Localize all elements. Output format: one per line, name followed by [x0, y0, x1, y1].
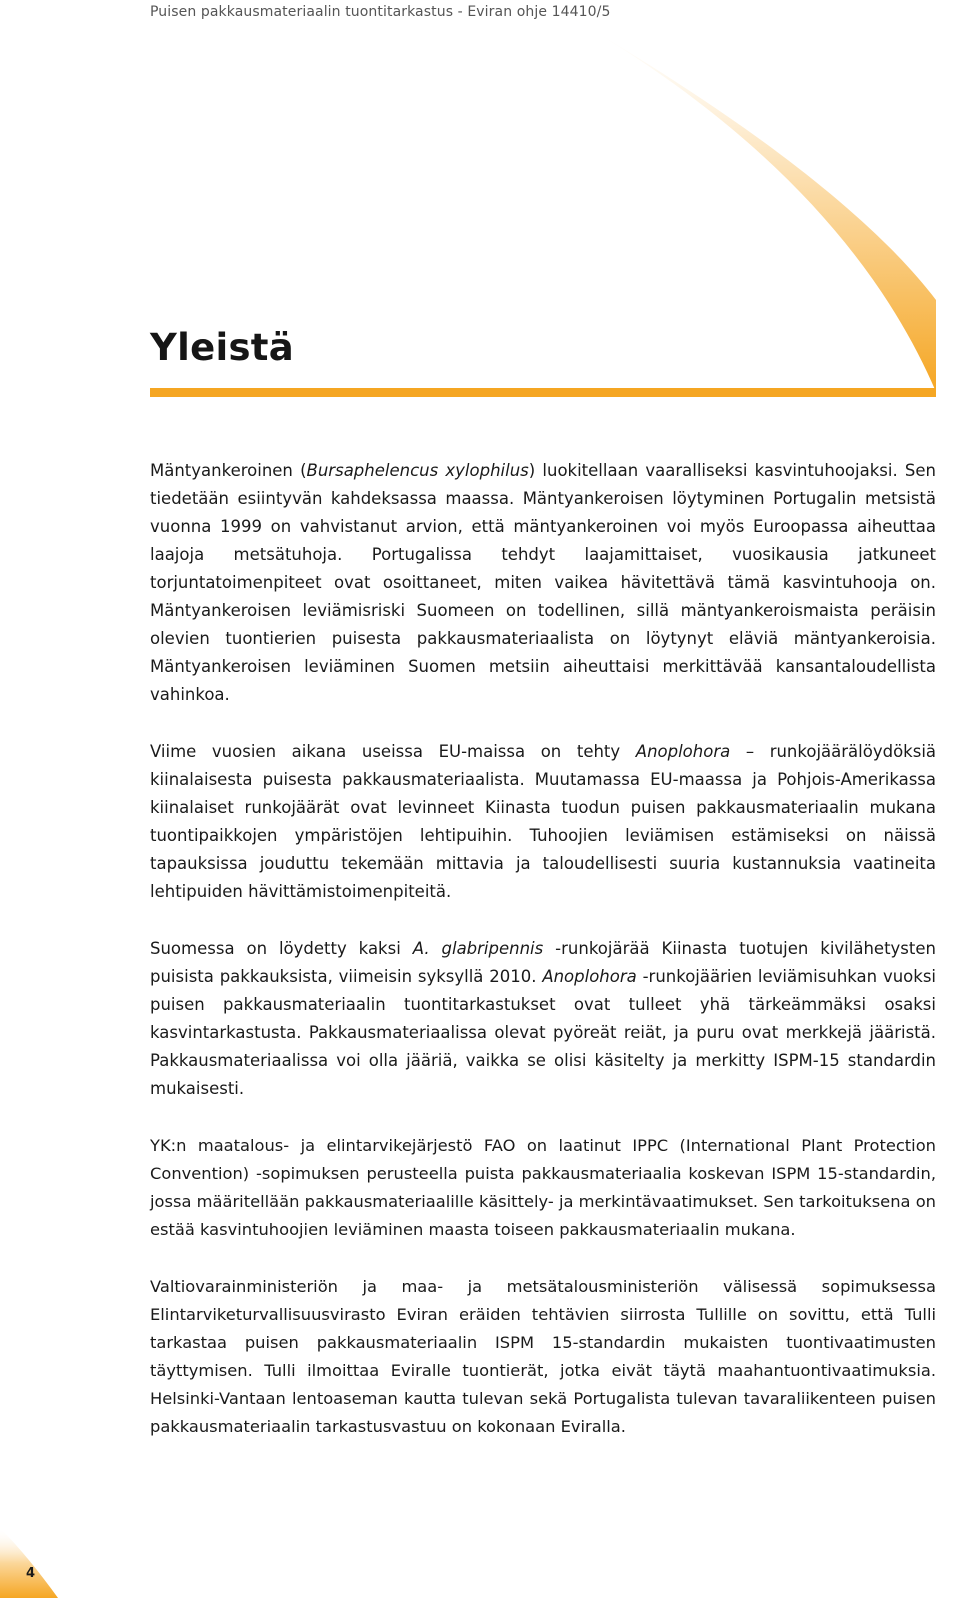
text-run: – runkojäärälöydöksiä kiinalaisesta puisesta pakkausmateriaalista. Muutamassa EU-maassa ja Pohjois-Amerikassa kiinalaiset runkojäärät ovat levinneet Kiinasta tuodun puisen pakkausmateriaalin mukana tuontipaikkojen ympäristöjen lehtipuihin. Tuhoojien leviämisen estämiseksi on näissä tapauksissa jouduttu tekemään mittavia ja taloudellisesti suuria kustannuksia vaatineita lehtipuiden hävittämistoimenpiteitä. [150, 742, 937, 901]
species-name: Bursaphelencus xylophilus [306, 461, 529, 480]
paragraph-3 [150, 935, 936, 1103]
page-corner-swoosh [0, 1528, 58, 1598]
paragraph-1 [150, 457, 936, 709]
page-title: Yleistä [150, 326, 295, 369]
page-number: 4 [26, 1566, 36, 1581]
text-run: Mäntyankeroinen ( [150, 461, 307, 480]
paragraph-5 [150, 1273, 936, 1441]
genus-name: Anoplohora [635, 742, 731, 761]
decorative-swoosh [0, 0, 960, 400]
running-header: Puisen pakkausmateriaalin tuontitarkastus - Eviran ohje 14410/5 [150, 4, 611, 20]
paragraph-2 [150, 738, 936, 906]
text-run: -runkojäärien leviämisuhkan vuoksi puisen pakkausmateriaalin tuontitarkastukset ovat tulleet yhä tärkeämmäksi osaksi kasvintarkastusta. Pakkausmateriaalissa olevat pyöreät reiät, ja puru ovat merkkejä jääristä. Pakkausmateriaalissa voi olla jääriä, vaikka se olisi käsitelty ja merkitty ISPM-15 standardin mukaisesti. [150, 967, 936, 1098]
swoosh-shape [540, 0, 936, 392]
accent-bar-fill [150, 388, 936, 397]
text-run: Valtiovarainministeriön ja maa- ja metsätalousministeriön välisessä sopimuksessa Elintarviketurvallisuusvirasto Eviran eräiden tehtävien siirrosta Tullille on sovittu, että Tulli tarkastaa puisen pakkausmateriaalin ISPM 15-standardin mukaisten tuontivaatimusten täyttymisen. Tulli ilmoittaa Eviralle tuontierät, jotka eivät täytä maahantuontivaatimuksia. Helsinki-Vantaan lentoaseman kautta tulevan sekä Portugalista tulevan tavaraliikenteen puisen pakkausmateriaalin tarkastusvastuu on kokonaan Eviralla. [150, 1277, 936, 1436]
title-underline-bar [150, 388, 936, 397]
paragraph-4 [150, 1132, 936, 1244]
text-run: -runkojärää Kiinasta tuotujen kivilähetysten puisista pakkauksista, viimeisin syksyllä 2010. [150, 939, 936, 986]
genus-name: Anoplohora [542, 967, 637, 986]
text-run: ) luokitellaan vaaralliseksi kasvintuhoojaksi. Sen tiedetään esiintyvän kahdeksassa maassa. Mäntyankeroisen löytyminen Portugalin metsistä vuonna 1999 on vahvistanut arvion, että mäntyankeroinen voi myös Euroopassa aiheuttaa laajoja metsätuhoja. Portugalissa tehdyt laajamittaiset, vuosikausia jatkuneet torjuntatoimenpiteet ovat osoittaneet, miten vaikea hävitettävä tämä kasvintuhooja on. Mäntyankeroisen leviämisriski Suomeen on todellinen, sillä mäntyankeroismaista peräisin olevien tuontierien puisesta pakkausmateriaalista on löytynyt eläviä mäntyankeroisia. Mäntyankeroisen leviäminen Suomen metsiin aiheuttaisi merkittävää kansantaloudellista vahinkoa. [150, 461, 936, 704]
species-name: A. glabripennis [412, 939, 544, 958]
body-text [150, 457, 936, 1441]
text-run: YK:n maatalous- ja elintarvikejärjestö FAO on laatinut IPPC (International Plant Protection Convention) -sopimuksen perusteella puista pakkausmateriaalia koskevan ISPM 15-standardin, jossa määritellään pakkausmateriaalille käsittely- ja merkintävaatimukset. Sen tarkoituksena on estää kasvintuhoojien leviäminen maasta toiseen pakkausmateriaalin mukana. [150, 1136, 936, 1239]
text-run: Viime vuosien aikana useissa EU-maissa on tehty [150, 742, 636, 761]
text-run: Suomessa on löydetty kaksi [150, 939, 413, 958]
page-corner-decoration [0, 1528, 60, 1598]
